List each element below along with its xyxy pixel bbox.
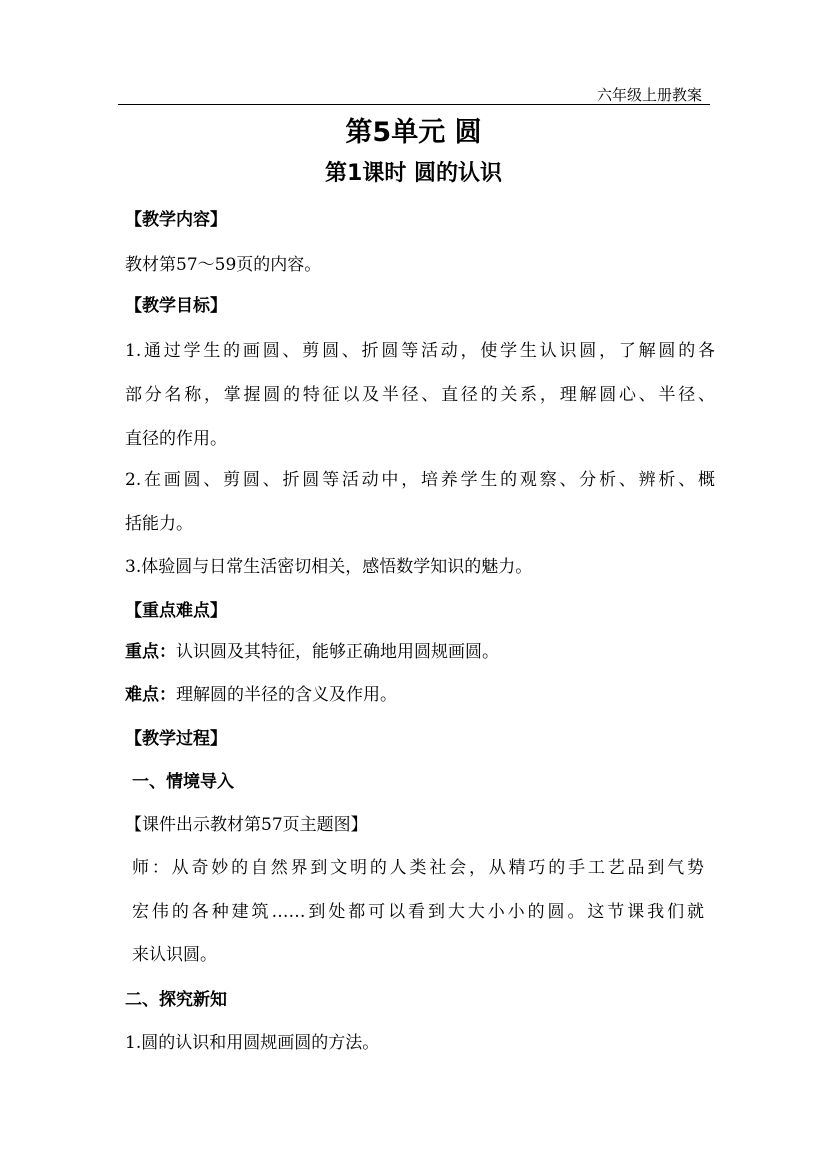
goal2-line2: 括能力。 [125, 514, 193, 534]
key-heading: 【重点难点】 [125, 601, 227, 621]
key-text: 认识圆及其特征，能够正确地用圆规画圆。 [176, 642, 499, 662]
header-text: 六年级上册教案 [596, 86, 702, 104]
key-line [125, 637, 715, 662]
teacher-line3: 来认识圆。 [132, 945, 217, 965]
lesson-title: 第1课时 圆的认识 [325, 161, 502, 186]
teacher-line1: 师：从奇妙的自然界到文明的人类社会，从精巧的手工艺品到气势 [132, 858, 704, 878]
goals-heading: 【教学目标】 [125, 296, 227, 316]
goal1-line2: 部分名称，掌握圆的特征以及半径、直径的关系，理解圆心、半径、 [125, 385, 715, 405]
teacher-line2: 宏伟的各种建筑……到处都可以看到大大小小的圆。这节课我们就 [132, 902, 704, 922]
difficulty-line [125, 680, 715, 705]
step2-heading: 二、探究新知 [125, 990, 227, 1010]
step2-item1: 1.圆的认识和用圆规画圆的方法。 [125, 1033, 380, 1053]
difficulty-label: 难点： [125, 685, 176, 705]
content-heading: 【教学内容】 [125, 210, 227, 230]
goal1-line1: 1.通过学生的画圆、剪圆、折圆等活动，使学生认识圆，了解圆的各 [125, 341, 715, 361]
goal1-line3: 直径的作用。 [125, 429, 227, 449]
goal2-line1: 2.在画圆、剪圆、折圆等活动中，培养学生的观察、分析、辨析、概 [125, 470, 715, 490]
content-text: 教材第57～59页的内容。 [125, 255, 322, 275]
goal3: 3.体验圆与日常生活密切相关，感悟数学知识的魅力。 [125, 557, 533, 577]
difficulty-text: 理解圆的半径的含义及作用。 [176, 685, 397, 705]
key-label: 重点： [125, 642, 176, 662]
page-header [118, 82, 710, 105]
process-heading: 【教学过程】 [125, 729, 227, 749]
unit-title: 第5单元 圆 [345, 117, 482, 148]
step1-heading: 一、情境导入 [132, 772, 234, 792]
courseware-note: 【课件出示教材第57页主题图】 [125, 815, 368, 835]
